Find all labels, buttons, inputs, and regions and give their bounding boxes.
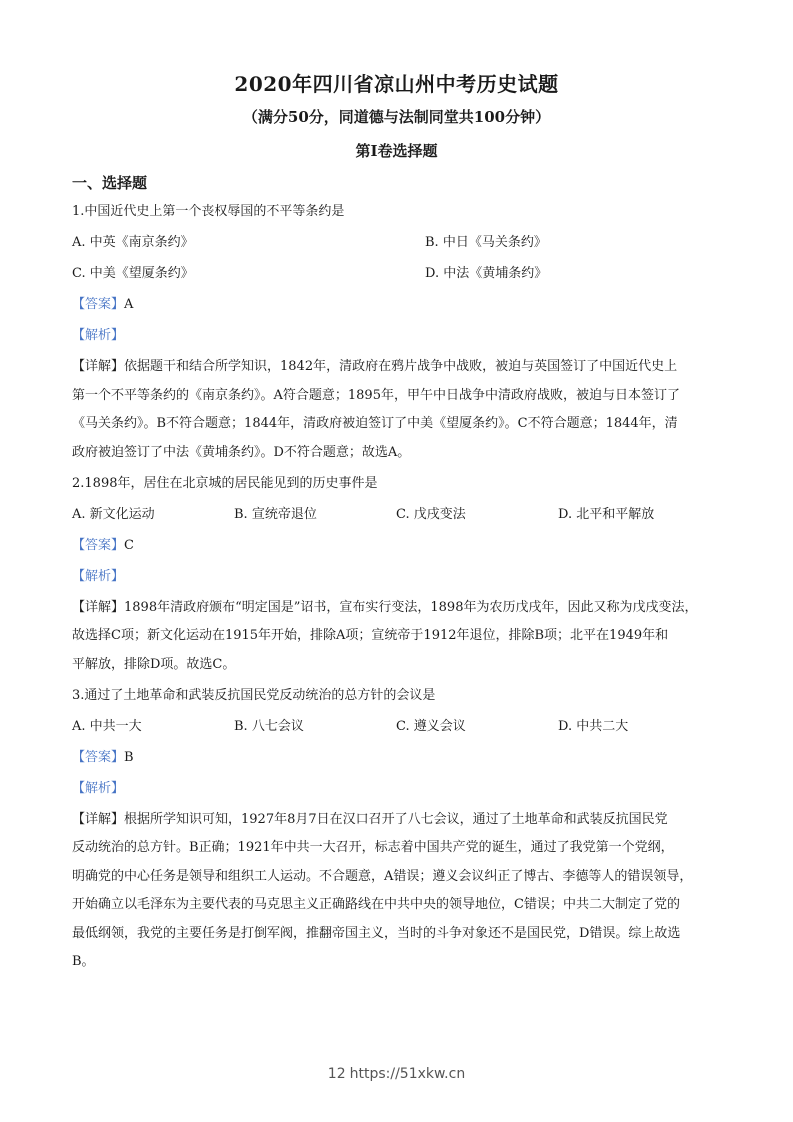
- page-footer: [0, 1066, 793, 1082]
- detail-line: 第一个不平等条约的《南京条约》。A符合题意；1895年，甲午中日战争中清政府战败，被迫与日本签订了: [72, 387, 680, 403]
- analysis-label: 【解析】: [72, 328, 125, 343]
- answer-value: A: [124, 297, 134, 312]
- detail-label: 【详解】: [72, 599, 125, 615]
- footer-url: https://51xkw.cn: [349, 1066, 466, 1082]
- answer-line: [72, 746, 722, 777]
- option-d: D. 中共二大: [558, 718, 629, 734]
- detail-line: [72, 596, 722, 625]
- option-d: D. 北平和平解放: [558, 506, 655, 522]
- detail-label: 【详解】: [72, 811, 125, 827]
- question-stem: 3.通过了土地革命和武装反抗国民党反动统治的总方针的会议是: [72, 687, 436, 703]
- exam-title: 2020年四川省凉山州中考历史试题: [234, 72, 559, 96]
- option-d: D. 中法《黄埔条约》: [425, 266, 548, 281]
- answer-line: [72, 534, 722, 565]
- detail-line: [72, 355, 722, 384]
- detail-label: 【详解】: [72, 359, 125, 374]
- answer-line: [72, 293, 722, 324]
- exam-subtitle: （满分50分，同道德与法制同堂共100分钟）: [242, 108, 551, 126]
- question-stem: 1.中国近代史上第一个丧权辱国的不平等条约是: [72, 204, 345, 219]
- question-stem: 2.1898年，居住在北京城的居民能见到的历史事件是: [72, 475, 378, 491]
- option-b: B. 中日《马关条约》: [425, 235, 547, 250]
- detail-line: 平解放，排除D项。故选C。: [72, 656, 236, 672]
- part-heading: 一、选择题: [72, 174, 148, 192]
- option-b: B. 八七会议: [234, 718, 304, 734]
- answer-label: 【答案】: [72, 537, 125, 553]
- analysis-line: [72, 324, 722, 355]
- options-row: [72, 262, 722, 293]
- detail-line: 政府被迫签订了中法《黄埔条约》。D不符合题意；故选A。: [72, 444, 411, 460]
- analysis-line: [72, 777, 722, 808]
- detail-line: 故选择C项；新文化运动在1915年开始，排除A项；宣统帝于1912年退位，排除B项；北平在1949年和: [72, 628, 669, 643]
- detail-line: B。: [72, 954, 95, 969]
- answer-value: B: [124, 749, 134, 765]
- detail-line: 开始确立以毛泽东为主要代表的马克思主义正确路线在中共中央的领导地位，C错误；中共二大制定了党的: [72, 897, 680, 912]
- page-number: 12: [327, 1066, 346, 1082]
- option-b: B. 宣统帝退位: [234, 506, 317, 522]
- detail-line: 《马关条约》。B不符合题意；1844年，清政府被迫签订了中美《望厦条约》。C不符合题意；1844年，清: [72, 416, 678, 431]
- answer-label: 【答案】: [72, 749, 125, 765]
- option-a: A. 中英《南京条约》: [72, 235, 194, 250]
- analysis-label: 【解析】: [72, 568, 125, 584]
- option-c: C. 戊戌变法: [396, 506, 466, 522]
- detail-line: [72, 808, 722, 837]
- answer-label: 【答案】: [72, 297, 125, 312]
- option-c: C. 中美《望厦条约》: [72, 266, 194, 281]
- options-row: [72, 231, 722, 262]
- detail-text: 依据题干和结合所学知识，1842年，清政府在鸦片战争中战败，被迫与英国签订了中国近代史上: [124, 359, 678, 374]
- analysis-label: 【解析】: [72, 780, 125, 796]
- answer-value: C: [124, 537, 134, 553]
- questions-content: [72, 200, 722, 979]
- option-a: A. 新文化运动: [72, 506, 155, 522]
- detail-text: 1898年清政府颁布“明定国是”诏书，宣布实行变法，1898年为农历戊戌年，因此又称为戊戌变法，: [124, 599, 698, 615]
- detail-line: 反动统治的总方针。B正确；1921年中共一大召开，标志着中国共产党的诞生，通过了我党第一个党纲，: [72, 840, 674, 855]
- detail-text: 根据所学知识可知，1927年8月7日在汉口召开了八七会议，通过了土地革命和武装反抗国民党: [124, 811, 668, 827]
- options-row: [72, 503, 722, 534]
- option-c: C. 遵义会议: [396, 718, 466, 734]
- detail-line: 明确党的中心任务是领导和组织工人运动。不合题意，A错误；遵义会议纠正了博古、李德等人的错误领导，: [72, 868, 693, 884]
- options-row: [72, 715, 722, 746]
- detail-line: 最低纲领，我党的主要任务是打倒军阀，推翻帝国主义，当时的斗争对象还不是国民党，D错误。综上故选: [72, 925, 681, 941]
- section-title: 第Ⅰ卷选择题: [355, 142, 438, 160]
- option-a: A. 中共一大: [72, 718, 142, 734]
- analysis-line: [72, 565, 722, 596]
